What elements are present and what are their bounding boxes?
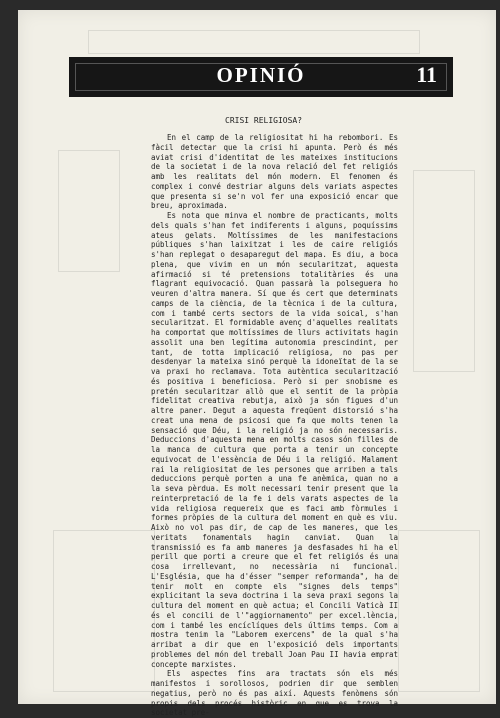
article-paragraph: En el camp de la religiositat hi ha rebombori. Es fàcil detectar que la crisi hi apunta. Però és més aviat crisi d'identitat de les mateixes institucions de la societat i de la nova relació del fet religiós amb les realitats del món modern. El fenomen és complex i convé destriar alguns dels variats aspectes que presenta si se'n vol fer una exposició encar que breu, aproximada. bbox=[151, 133, 398, 211]
bleed-through-ghost bbox=[58, 150, 120, 272]
bleed-through-ghost bbox=[398, 530, 480, 692]
bleed-through-ghost bbox=[88, 30, 420, 54]
bleed-through-ghost bbox=[53, 530, 155, 692]
magazine-page bbox=[18, 10, 496, 718]
page-number: 11 bbox=[416, 62, 437, 87]
section-title: OPINIÓ bbox=[216, 63, 306, 87]
bleed-through-ghost bbox=[413, 170, 475, 372]
article-title: CRISI RELIGIOSA? bbox=[225, 116, 303, 125]
article-body bbox=[151, 133, 398, 718]
section-header bbox=[71, 59, 451, 95]
article-paragraph: Es nota que minva el nombre de practicants, molts dels quals s'han fet indiferents i alguns, poquíssims ateus gelats. Moltíssimes de les manifestacions públiques s'han laixitzat i les de caire religiós s'han replegat o desaparegut del mapa. Es diu, a boca plena, que vivim en un món secularitzat, aquesta afirmació si té pretensions totalitàries és una flagrant equivocació. Quan passarà la polseguera ho veuren d'altra manera. Sí que és cert que determinats camps de la ciència, de la tècnica i de la cultura, com i també certs sectors de la vida soical, s'han secularitzat. El formidable avenç d'aquelles realitats ha comportat que moltíssimes de llurs activitats hagin assolit una ben legítima autonomia prescindint, per tant, de totta implicació religiosa, no pas per desdenyar la mateixa sinó perquè la idoneïtat de la se va praxi ho reclamava. Tota autèntica secularització és positiva i beneficiosa. Però si per snobisme es pretén secularitzar allò que el sentit de la pròpia fidelitat creativa rebutja, això ja són figues d'un altre paner. Degut a aquesta freqüent distorsió s'ha creat una mena de psicosi que fa que molts tenen la sensació que Déu, i la religió ja no són necessaris. Deduccions d'aquesta mena en molts casos són filles de la manca de cultura que porta a tenir un concepte equivocat de l'essència de Déu i la religió. Malament rai la religiositat de les persones que arriben a tals deduccions perquè porten a una fe anèmica, quan no a la seva pèrdua. Es molt necessari tenir present que la reinterpretació de la fe i dels varats aspectes de la vida religiosa requereix que es faci amb fòrmules i formes pròpies de la cultura del moment en què es viu. Això no vol pas dir, de cap de les maneres, que les veritats fonamentals hagin canviat. Quan la transmissió es fa amb maneres ja desfasades hi ha el perill que porti a creure que el fet religiós és una cosa irrellevant, no necessària ni funcional. L'Església, que ha d'ésser "semper reformanda", ha de tenir molt en compte els "signes dels temps" explicitant la seva doctrina i la seva praxi segons la cultura del moment en què actua; el Concili Vaticà II és el concili de l'"aggiornamento" per excel.lència, com i també les encíclíques dels últims temps. Com a mostra tenim la "Laborem exercens" de la qual s'ha arribat a dir que en l'exposició dels importants problemes del món del treball Joan Pau II havia emprat concepte marxistes. bbox=[151, 211, 398, 669]
article-paragraph: Els aspectes fins ara tractats són els més manifestos i sorollosos, podrien dir que semblen negatius, però no és pas així. Aquests fenòmens són propis dels procés històric en que es trova la societat pre- bbox=[151, 669, 398, 718]
